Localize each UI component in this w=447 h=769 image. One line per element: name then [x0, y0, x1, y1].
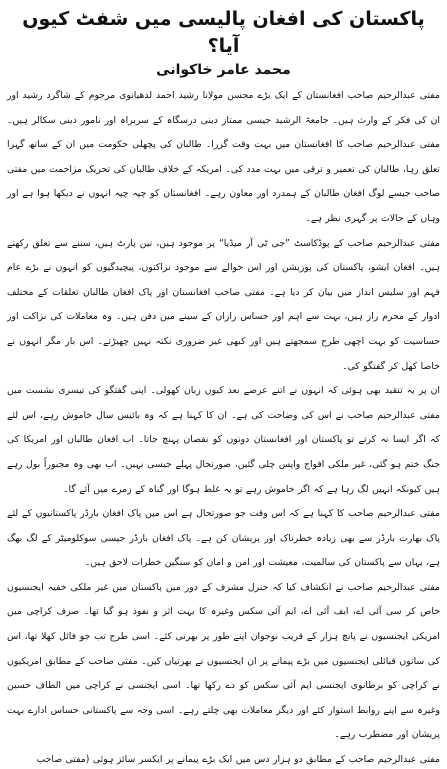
article-paragraph: ان پر یہ تنقید بھی ہوئی کہ انہوں نے اتنے عرصے بعد کیوں زبان کھولی۔ اپنی گفتگو کی تیسری نشست میں مفتی عبدالرحیم صاحب نے اس کی وضاحت کی ہے۔ ان کا کہنا ہے کہ وہ بائیس سال خاموش رہے، اس لئے کہ اگر ایسا نہ کرتے تو پاکستان اور افغانستان دونوں کو نقصان پہنچ جاتا۔ اب افغان طالبان اور امریکا کی جنگ ختم ہو گئی، غیر ملکی افواج واپس چلی گئیں، صورتحال پہلے جیسی نہیں۔ اب بھی وہ مجبوراً بول رہے ہیں کیونکہ انہیں لگ رہا ہے کہ اگر خاموش رہے تو یہ غلط ہوگا اور گناہ کے زمرے میں آئے گا۔	[7, 385, 440, 495]
article-body	[7, 84, 440, 769]
article-paragraph: مفتی عبدالرحیم صاحب افغانستان کے ایک بڑے محسن مولانا رشید احمد لدھیانوی مرحوم کے شاگرد رشید اور ان کی فکر کے وارث ہیں۔ جامعۃ الرشید جیسی ممتاز دینی درسگاہ کے سربراہ اور نامور دینی سکالر ہیں۔ مفتی عبدالرحیم صاحب کا افغانستان میں بہت وقت گزرا۔ طالبان کی پچھلی حکومت میں ان کے ساتھ گہرا تعلق رہا، طالبان کی تعمیر و ترقی میں بہت مدد کی۔ امریکہ کے خلاف طالبان کی تحریک مزاحمت میں مفتی صاحب جیسے لوگ افغان طالبان کے ہمدرد اور معاون رہے۔ افغانستان کو چپہ چپہ انہوں نے دیکھا ہوا ہے اور وہاں کے حالات پر گہری نظر ہے۔	[7, 90, 440, 224]
article-paragraph: مفتی عبدالرحیم صاحب کے مطابق دو ہزار دس میں ایک بڑے پیمانے پر ایکسر سائز ہوئی (مفتی صاحب	[36, 754, 440, 766]
article-paragraph: مفتی عبدالرحیم صاحب کے پوڈکاسٹ ”جی ٹی آر میڈیا“ پر موجود ہیں، تین پارٹ ہیں، سننے سے تعلق رکھتے ہیں۔ افغان ایشو، پاکستان کی پوزیشن اور اس حوالے سے موجود نزاکتوں، پیچیدگیوں کو انہوں نے بڑے عام فہم اور سلیس انداز میں بیان کر دیا ہے۔ مفتی صاحب افغانستان اور پاک افغان طالبان تعلقات کے مختلف ادوار کے محرم راز ہیں، بہت سے اہم اور حساس رازان کے سینے میں دفن ہیں۔ وہ معاملات کی نزاکت اور حساسیت کو بہت اچھی طرح سمجھتے ہیں اور کبھی غیر ضروری نکتہ نہیں چھیڑتے۔ اس بار مگر انہوں نے خاصا کھل کر گفتگو کی۔	[7, 237, 440, 372]
article-author: محمد عامر خاکوانی	[156, 62, 291, 78]
article-paragraph: مفتی عبدالرحیم صاحب کا کہنا ہے کہ اس وقت جو صورتحال ہے اس میں پاک افغان بارڈر پاکستانیوں کے لئے پاک بھارت بارڈر سے بھی زیادہ خطرناک اور پریشان کن ہے۔ پاک افغان بارڈر جیسی سوکلومیٹر کے لگ بھگ ہے، یہاں سے پاکستان کی سالمیت، معیشت اور امن و امان کو سنگین خطرات لاحق ہیں۔	[7, 508, 440, 569]
article-title: پاکستان کی افغان پالیسی میں شفٹ کیوں آیا؟	[22, 8, 425, 57]
article-paragraph: مفتی عبدالرحیم صاحب نے انکشاف کیا کہ جنرل مشرف کے دور میں پاکستان میں غیر ملکی خفیہ ایجنسیوں خاص کر سی آئی اے، ایف آئی اے، ایم آئی سکس وغیرہ کا بہت اثر و نفوذ ہو گیا تھا۔ صرف کراچی میں امریکی ایجنسیوں نے پانچ ہزار کے قریب نوجوان اپنے طور پر بھرتی کئے۔ اسی طرح تب جو فائل کھلا تھا، اس کی ساتوں قبائلی ایجنسیوں میں بڑے پیمانے پر ان ایجنسیوں نے بھرتیاں کیں۔ مفتی صاحب کے مطابق امریکیوں نے کراچی کو برطانوی ایجنسی ایم آئی سکس کو دے رکھا تھا۔ اسی ایجنسی نے کراچی میں الطاف حسین وغیرہ سے اپنے روابط استوار کئے اور دیگر معاملات بھی چلتے رہے۔ اسی وجہ سے پاکستانی حساس ادارے بہت پریشان اور مضطرب رہے۔	[7, 581, 440, 741]
